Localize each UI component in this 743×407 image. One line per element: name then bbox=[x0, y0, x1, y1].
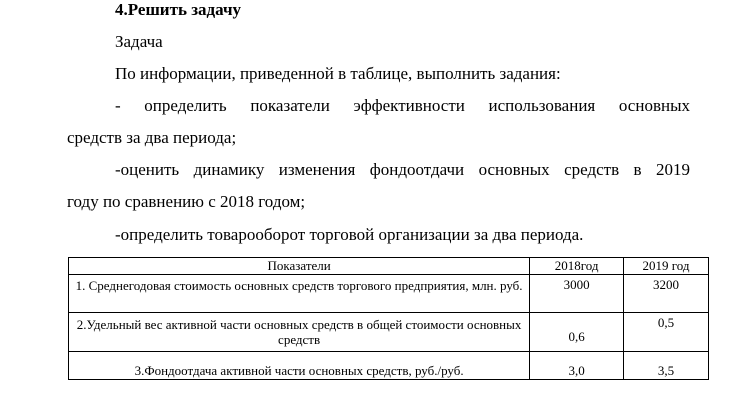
value-2018: 0,6 bbox=[530, 313, 624, 352]
row-label: 3.Фондоотдача активной части основных средств, руб./руб. bbox=[69, 352, 530, 380]
header-2018: 2018год bbox=[530, 258, 624, 275]
value-2018: 3000 bbox=[530, 275, 624, 313]
task1-line2: средств за два периода; bbox=[67, 128, 237, 147]
row-label: 2.Удельный вес активной части основных средств в общей стоимости основных средств bbox=[69, 313, 530, 352]
value-2019: 3,5 bbox=[624, 352, 709, 380]
header-indicators: Показатели bbox=[69, 258, 530, 275]
task3-text: -определить товарооборот торговой организации за два периода. bbox=[115, 225, 584, 244]
row-label: 1. Среднегодовая стоимость основных средств торгового предприятия, млн. руб. bbox=[69, 275, 530, 313]
table-row bbox=[69, 275, 709, 313]
value-2019: 0,5 bbox=[624, 313, 709, 352]
task-heading: 4.Решить задачу bbox=[115, 0, 242, 19]
value-2019: 3200 bbox=[624, 275, 709, 313]
header-2019: 2019 год bbox=[624, 258, 709, 275]
task-subtitle: Задача bbox=[115, 32, 163, 51]
task2-line2: году по сравнению с 2018 годом; bbox=[67, 192, 306, 211]
task1-line1: - определить показатели эффективности использования основных bbox=[115, 96, 690, 115]
intro-text: По информации, приведенной в таблице, выполнить задания: bbox=[115, 64, 561, 83]
table-header-row bbox=[69, 258, 709, 275]
indicators-table bbox=[68, 257, 709, 380]
table-row bbox=[69, 352, 709, 380]
value-2018: 3,0 bbox=[530, 352, 624, 380]
task2-line1: -оценить динамику изменения фондоотдачи основных средств в 2019 bbox=[115, 160, 690, 179]
table-row bbox=[69, 313, 709, 352]
